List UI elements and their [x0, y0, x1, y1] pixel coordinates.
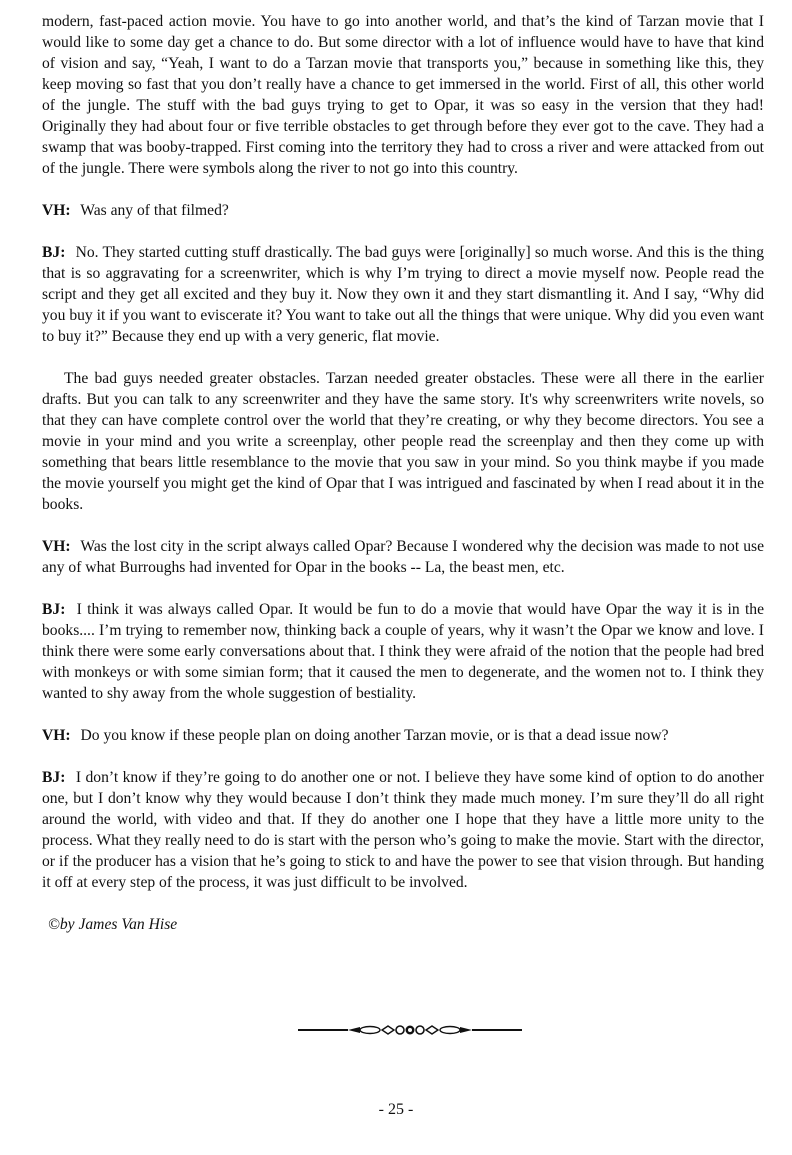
question-text: Do you know if these people plan on doing another Tarzan movie, or is that a dead issue now? — [80, 727, 669, 744]
question-text: Was any of that filmed? — [80, 202, 229, 219]
speaker-label: BJ: — [42, 601, 66, 618]
article-body — [42, 11, 764, 935]
page-number: - 25 - — [378, 1101, 414, 1118]
interview-question-1 — [42, 200, 764, 221]
question-text: Was the lost city in the script always called Opar? Because I wondered why the decision was made to not use any of what Burroughs had invented for Opar in the books -- La, the beast men, etc. — [42, 538, 764, 576]
answer-text: I don’t know if they’re going to do another one or not. I believe they have some kind of option to do another one, but I don’t know why they would because I don’t think they made much money. I’m sure they’ll do all right around the world, with video and that. If they do another one I hope that they have a little more unity to the process. What they really need to do is start with the person who’s going to make the movie. Start with the director, or if the producer has a vision that he’s going to stick to and have the power to see that vision through. But handing it off at every step of the process, it was just difficult to be involved. — [42, 769, 764, 891]
speaker-label: VH: — [42, 538, 71, 555]
interview-question-3 — [42, 725, 764, 746]
answer-text: No. They started cutting stuff drastically. The bad guys were [originally] so much worse. And this is the thing that is so aggravating for a screenwriter, which is why I’m trying to direct a movie myself now. People read the script and they get all excited and they buy it. Now they own it and they start dismantling it. And I say, “Why did you buy it if you want to eviscerate it? You want to take out all the things that were unique. Why did you even want to buy it?” Because they end up with a very generic, flat movie. — [42, 244, 765, 345]
speaker-label: VH: — [42, 727, 71, 744]
answer-text: I think it was always called Opar. It would be fun to do a movie that would have Opar the way it is in the books.... I’m trying to remember now, thinking back a couple of years, why it wasn’t the Opar we know and love. I think there were some early conversations about that. I think they were afraid of the notion that the people had bred with monkeys or with some simian form; that it caused the men to degenerate, and the women not to. I think they wanted to shy away from the whole suggestion of bestiality. — [42, 601, 764, 702]
speaker-label: BJ: — [42, 769, 66, 786]
speaker-label: BJ: — [42, 244, 66, 261]
author-credit: ©by James Van Hise — [48, 916, 178, 933]
decorative-scroll-ornament-icon — [298, 1020, 522, 1040]
speaker-label: VH: — [42, 202, 71, 219]
paragraph-continuation: The bad guys needed greater obstacles. Tarzan needed greater obstacles. These were all there in the earlier drafts. But you can talk to any screenwriter and they have the same story. It's why screenwriters write novels, so that they can have complete control over the world that they’re creating, or why they become directors. You see a movie in your mind and you write a screenplay, other people read the screenplay and then they come up with something that bears little resemblance to the movie that you saw in your mind. So you think maybe if you made the movie yourself you might get the kind of Opar that I was intrigued and fascinated by when I read about it in the books. — [42, 370, 764, 513]
interview-answer-2 — [42, 599, 764, 704]
interview-answer-1 — [42, 242, 764, 347]
paragraph-intro: modern, fast-paced action movie. You have to go into another world, and that’s the kind of Tarzan movie that I would like to some day get a chance to do. But some director with a lot of influence would have to have that kind of vision and say, “Yeah, I want to do a Tarzan movie that transports you,” because in something like this, they keep moving so fast that you don’t really have a chance to get immersed in the world. First of all, this other world of the jungle. The stuff with the bad guys trying to get to Opar, it was so easy in the version that they had! Originally they had about four or five terrible obstacles to get through before they ever got to the cave. They had a swamp that was booby-trapped. First coming into the territory they had to cross a river and were attacked from out of the jungle. There were symbols along the river to not go into this country. — [42, 13, 764, 177]
interview-answer-3 — [42, 767, 764, 893]
interview-question-2 — [42, 536, 764, 578]
